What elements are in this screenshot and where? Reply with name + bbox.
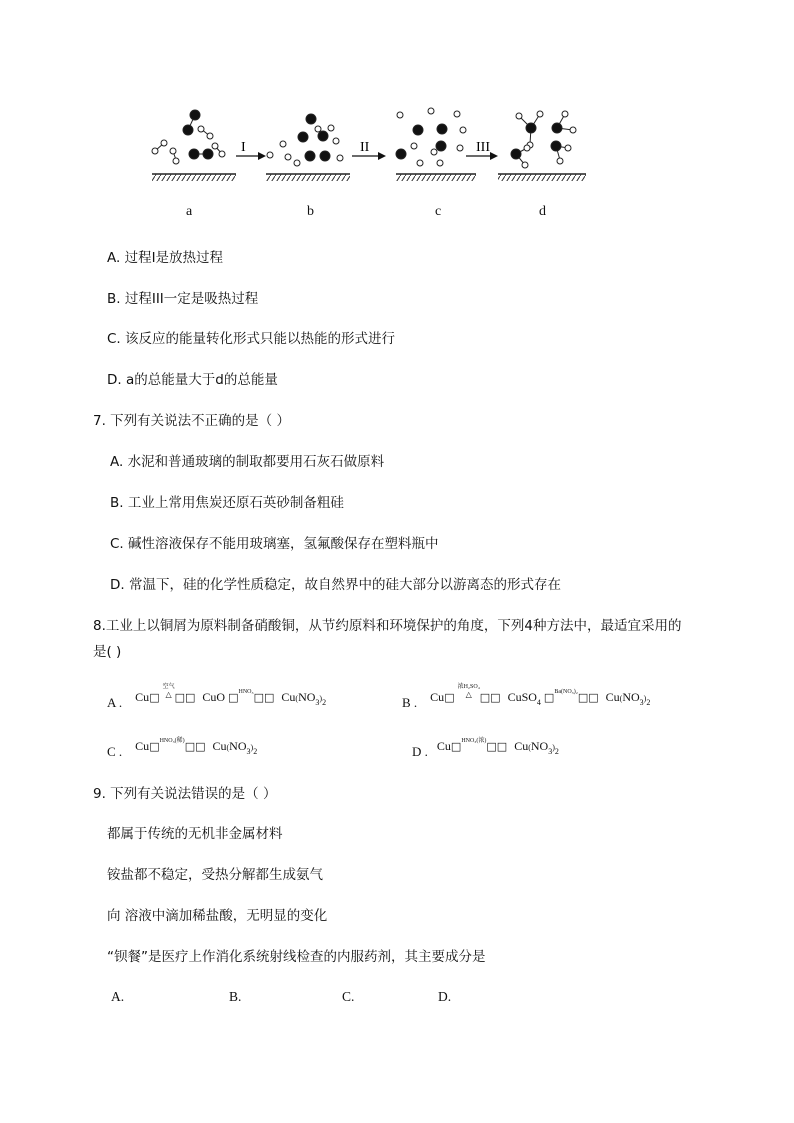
q7-stem: 7. 下列有关说法不正确的是（ ） xyxy=(93,413,290,429)
molecules-c xyxy=(396,108,466,166)
molecules-a xyxy=(152,110,225,164)
q8-option-b: B . Cu□ 浓H₂SO₄ △ □□ CuSO$_4$ □$^{Ba(NO_3)_2}$□□ $Cu(NO_3)_2$ xyxy=(402,684,651,710)
surface-c xyxy=(396,174,476,181)
reaction-process-figure xyxy=(0,0,794,240)
molecules-b xyxy=(267,114,343,166)
q9-option-b: B. xyxy=(229,989,242,1004)
q8-stem-line2: 是( ) xyxy=(93,644,122,660)
q9-option-d: D. xyxy=(438,989,452,1004)
q9-statement-4: “钡餐”是医疗上作消化系统射线检查的内服药剂，其主要成分是 xyxy=(107,949,486,965)
q8-option-c: C . Cu□$^{HNO_3(稀)}$□□ $Cu(NO_3)_2$ xyxy=(107,738,258,759)
q6-option-d: D. a的总能量大于d的总能量 xyxy=(107,372,278,388)
surface-b xyxy=(266,174,350,181)
panel-label-c: c xyxy=(435,204,442,219)
panel-label-b: b xyxy=(307,204,314,219)
panel-label-d: d xyxy=(539,204,546,219)
q7-option-c: C. 碱性溶液保存不能用玻璃塞，氢氟酸保存在塑料瓶中 xyxy=(110,536,439,552)
q9-statement-2: 铵盐都不稳定，受热分解都生成氨气 xyxy=(107,867,323,883)
q9-stem: 9. 下列有关说法错误的是（ ） xyxy=(93,786,277,802)
q9-option-a: A. xyxy=(111,989,125,1004)
q6-option-c: C. 该反应的能量转化形式只能以热能的形式进行 xyxy=(107,331,396,347)
q7-option-d: D. 常温下，硅的化学性质稳定，故自然界中的硅大部分以游离态的形式存在 xyxy=(110,577,561,593)
q9-option-c: C. xyxy=(342,989,355,1004)
q8-option-d: D . Cu□$^{HNO_3(浓)}$□□ $Cu(NO_3)_2$ xyxy=(412,738,559,759)
step-label-2: II xyxy=(360,140,370,155)
q8-option-a: A . Cu□ 空气 △ □□ CuO □$^{HNO_3}$□□ $Cu(NO_3)_2$ xyxy=(107,684,327,710)
step-label-1: I xyxy=(241,140,246,155)
q7-option-a: A. 水泥和普通玻璃的制取都要用石灰石做原料 xyxy=(110,454,385,470)
arrow-step-3 xyxy=(466,140,498,160)
q7-option-b: B. 工业上常用焦炭还原石英砂制备粗硅 xyxy=(110,495,344,511)
panel-label-a: a xyxy=(186,204,193,219)
arrow-step-1 xyxy=(236,140,266,160)
q9-statement-1: 都属于传统的无机非金属材料 xyxy=(107,826,283,842)
molecules-d xyxy=(511,111,576,168)
surface-a xyxy=(152,174,236,181)
q6-option-b: B. 过程III一定是吸热过程 xyxy=(107,291,259,307)
surface-d xyxy=(498,174,586,181)
q6-option-a: A. 过程I是放热过程 xyxy=(107,250,224,266)
arrow-step-2 xyxy=(352,140,386,160)
step-label-3: III xyxy=(476,140,490,155)
q8-stem-line1: 8.工业上以铜屑为原料制备硝酸铜，从节约原料和环境保护的角度，下列4种方法中，最适宜采用的 xyxy=(93,618,682,634)
q9-statement-3: 向 溶液中滴加稀盐酸，无明显的变化 xyxy=(107,908,328,924)
